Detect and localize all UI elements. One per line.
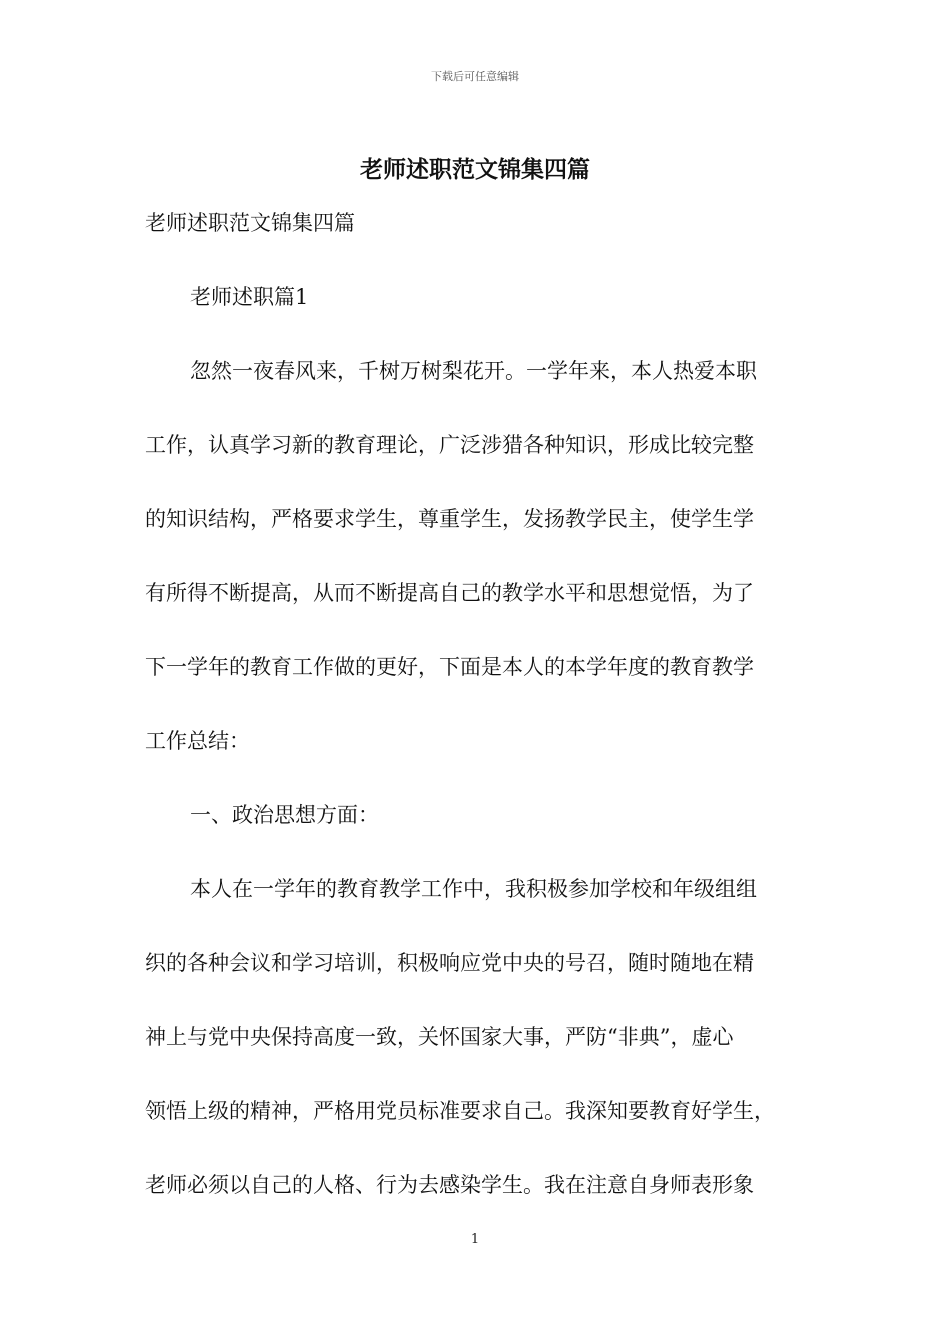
page-number: 1 [470,1232,480,1247]
paragraph-line: 老师必须以自己的人格、行为去感染学生。我在注意自身师表形象 [145,1173,754,1197]
paragraph-line: 织的各种会议和学习培训，积极响应党中央的号召，随时随地在精 [145,951,754,975]
paragraph-line: 忽然一夜春风来，千树万树梨花开。一学年来，本人热爱本职 [190,359,757,383]
document-title: 老师述职范文锦集四篇 [360,156,590,183]
paragraph-line: 本人在一学年的教育教学工作中，我积极参加学校和年级组组 [190,877,757,901]
paragraph-line: 工作，认真学习新的教育理论，广泛涉猎各种知识，形成比较完整 [145,433,754,457]
section-heading: 一、政治思想方面： [190,803,379,827]
section-heading: 老师述职篇1 [190,285,309,309]
paragraph-line: 有所得不断提高，从而不断提高自己的教学水平和思想觉悟，为了 [145,581,754,605]
document-body [145,205,810,1241]
header-note: 下载后可任意编辑 [431,70,519,83]
subtitle-line: 老师述职范文锦集四篇 [145,211,355,235]
paragraph-line: 下一学年的教育工作做的更好，下面是本人的本学年度的教育教学 [145,655,754,679]
paragraph-line: 工作总结： [145,729,250,753]
paragraph-line: 神上与党中央保持高度一致，关怀国家大事，严防“非典”，虚心 [145,1025,734,1049]
paragraph-line: 领悟上级的精神，严格用党员标准要求自己。我深知要教育好学生， [145,1099,775,1123]
paragraph-line: 的知识结构，严格要求学生，尊重学生，发扬教学民主，使学生学 [145,507,754,531]
